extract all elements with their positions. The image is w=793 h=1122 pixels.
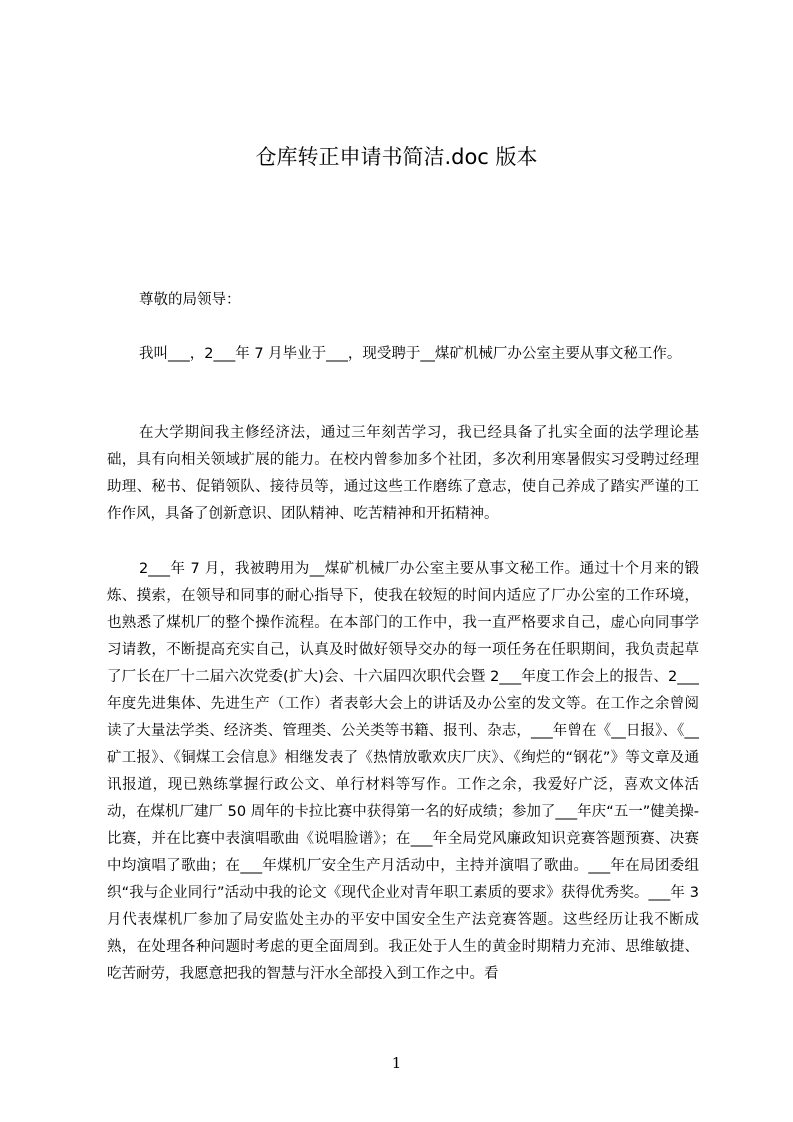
document-title: 仓库转正申请书简洁.doc 版本: [255, 145, 538, 169]
salutation-text: 尊敬的局领导：: [139, 292, 241, 308]
paragraph-3: 2___年 7 月，我被聘用为__煤矿机械厂办公室主要从事文秘工作。通过十个月来的锻炼、摸索，在领导和同事的耐心指导下，使我在较短的时间内适应了厂办公室的工作环境，也熟悉了煤机厂的整个操作流程。在本部门的工作中，我一直严格要求自己，虚心向同事学习请教，不断提高充实自己，认真及时做好领导交办的每一项任务在任职期间，我负责起草了厂长在厂十二届六次党委(扩大)会、十六届四次职代会暨 2___年度工作会上的报告、2___年度先进集体、先进生产（工作）者表彰大会上的讲话及办公室的发文等。在工作之余曾阅读了大量法学类、经济类、管理类、公关类等书籍、报刊、杂志，___年曾在《__日报》、《__矿工报》、《铜煤工会信息》相继发表了《热情放歌欢庆厂庆》、《绚烂的“钢花”》等文章及通讯报道，现已熟练掌握行政公文、单行材料等写作。工作之余，我爱好广泛，喜欢文体活动，在煤机厂建厂 50 周年的卡拉比赛中获得第一名的好成绩；参加了___年庆“五一”健美操-比赛，并在比赛中表演唱歌曲《说唱脸谱》；在___年全局党风廉政知识竞赛答题预赛、决赛中均演唱了歌曲；在___年煤机厂安全生产月活动中，主持并演唱了歌曲。___年在局团委组织“我与企业同行”活动中我的论文《现代企业对青年职工素质的要求》获得优秀奖。___年 3 月代表煤机厂参加了局安监处主办的平安中国安全生产法竞赛答题。这些经历让我不断成熟，在处理各种问题时考虑的更全面周到。我正处于人生的黄金时期精力充沛、思维敏捷、吃苦耐劳，我愿意把我的智慧与汗水全部投入到工作之中。看: [107, 561, 699, 982]
page-number: 1: [391, 1054, 402, 1072]
paragraph-2: 在大学期间我主修经济法，通过三年刻苦学习，我已经具备了扎实全面的法学理论基础，具有向相关领域扩展的能力。在校内曾参加多个社团，多次利用寒暑假实习受聘过经理助理、秘书、促销领队、接待员等，通过这些工作磨练了意志，使自己养成了踏实严谨的工作作风，具备了创新意识、团队精神、吃苦精神和开拓精神。: [107, 425, 699, 522]
salutation: [107, 287, 699, 314]
paragraph-1: 我叫___，2___年 7 月毕业于___，现受聘于__煤矿机械厂办公室主要从事文秘工作。: [139, 346, 682, 362]
